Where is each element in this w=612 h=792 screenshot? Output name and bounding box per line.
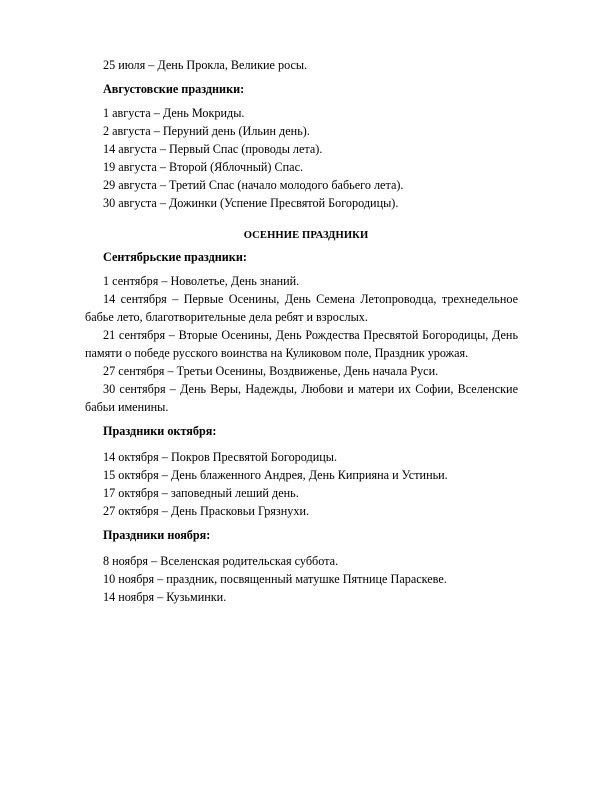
list-item: 19 августа – Второй (Яблочный) Спас. xyxy=(103,160,304,174)
list-item: 30 сентября – День Веры, Надежды, Любови и матери их Софии, Вселенские xyxy=(103,382,518,396)
list-item: 14 октября – Покров Пресвятой Богородицы. xyxy=(103,450,337,464)
list-item: 14 ноября – Кузьминки. xyxy=(103,590,227,604)
list-item: 27 сентября – Третьи Осенины, Воздвиженье, День начала Руси. xyxy=(103,364,439,378)
list-item-continuation: бабьи именины. xyxy=(85,400,169,414)
list-item: 2 августа – Перуний день (Ильин день). xyxy=(103,124,310,138)
list-item: 17 октября – заповедный леший день. xyxy=(103,486,299,500)
list-item: 29 августа – Третий Спас (начало молодого бабьего лета). xyxy=(103,178,404,192)
september-heading: Сентябрьские праздники: xyxy=(103,250,247,264)
october-heading: Праздники октября: xyxy=(103,424,217,438)
list-item: 30 августа – Дожинки (Успение Пресвятой Богородицы). xyxy=(103,196,399,210)
list-item: 15 октября – День блаженного Андрея, День Киприяна и Устиньи. xyxy=(103,468,448,482)
section-title: ОСЕННИЕ ПРАЗДНИКИ xyxy=(243,230,369,241)
list-item-continuation: бабье лето, благотворительные дела ребят и взрослых. xyxy=(85,310,368,324)
list-item: 8 ноября – Вселенская родительская суббота. xyxy=(103,554,339,568)
july-line: 25 июля – День Прокла, Великие росы. xyxy=(103,58,308,72)
list-item-continuation: памяти о победе русского воинства на Куликовом поле, Праздник урожая. xyxy=(85,346,469,360)
august-heading: Августовские праздники: xyxy=(103,82,245,96)
list-item: 14 сентября – Первые Осенины, День Семена Летопроводца, трехнедельное xyxy=(103,292,518,306)
list-item: 1 августа – День Мокриды. xyxy=(103,106,245,120)
list-item: 14 августа – Первый Спас (проводы лета). xyxy=(103,142,323,156)
list-item: 21 сентября – Вторые Осенины, День Рождества Пресвятой Богородицы, День xyxy=(103,328,518,342)
list-item: 1 сентября – Новолетье, День знаний. xyxy=(103,274,300,288)
list-item: 27 октября – День Прасковьи Грязнухи. xyxy=(103,504,310,518)
november-heading: Праздники ноября: xyxy=(103,528,211,542)
list-item: 10 ноября – праздник, посвященный матушке Пятнице Параскеве. xyxy=(103,572,447,586)
